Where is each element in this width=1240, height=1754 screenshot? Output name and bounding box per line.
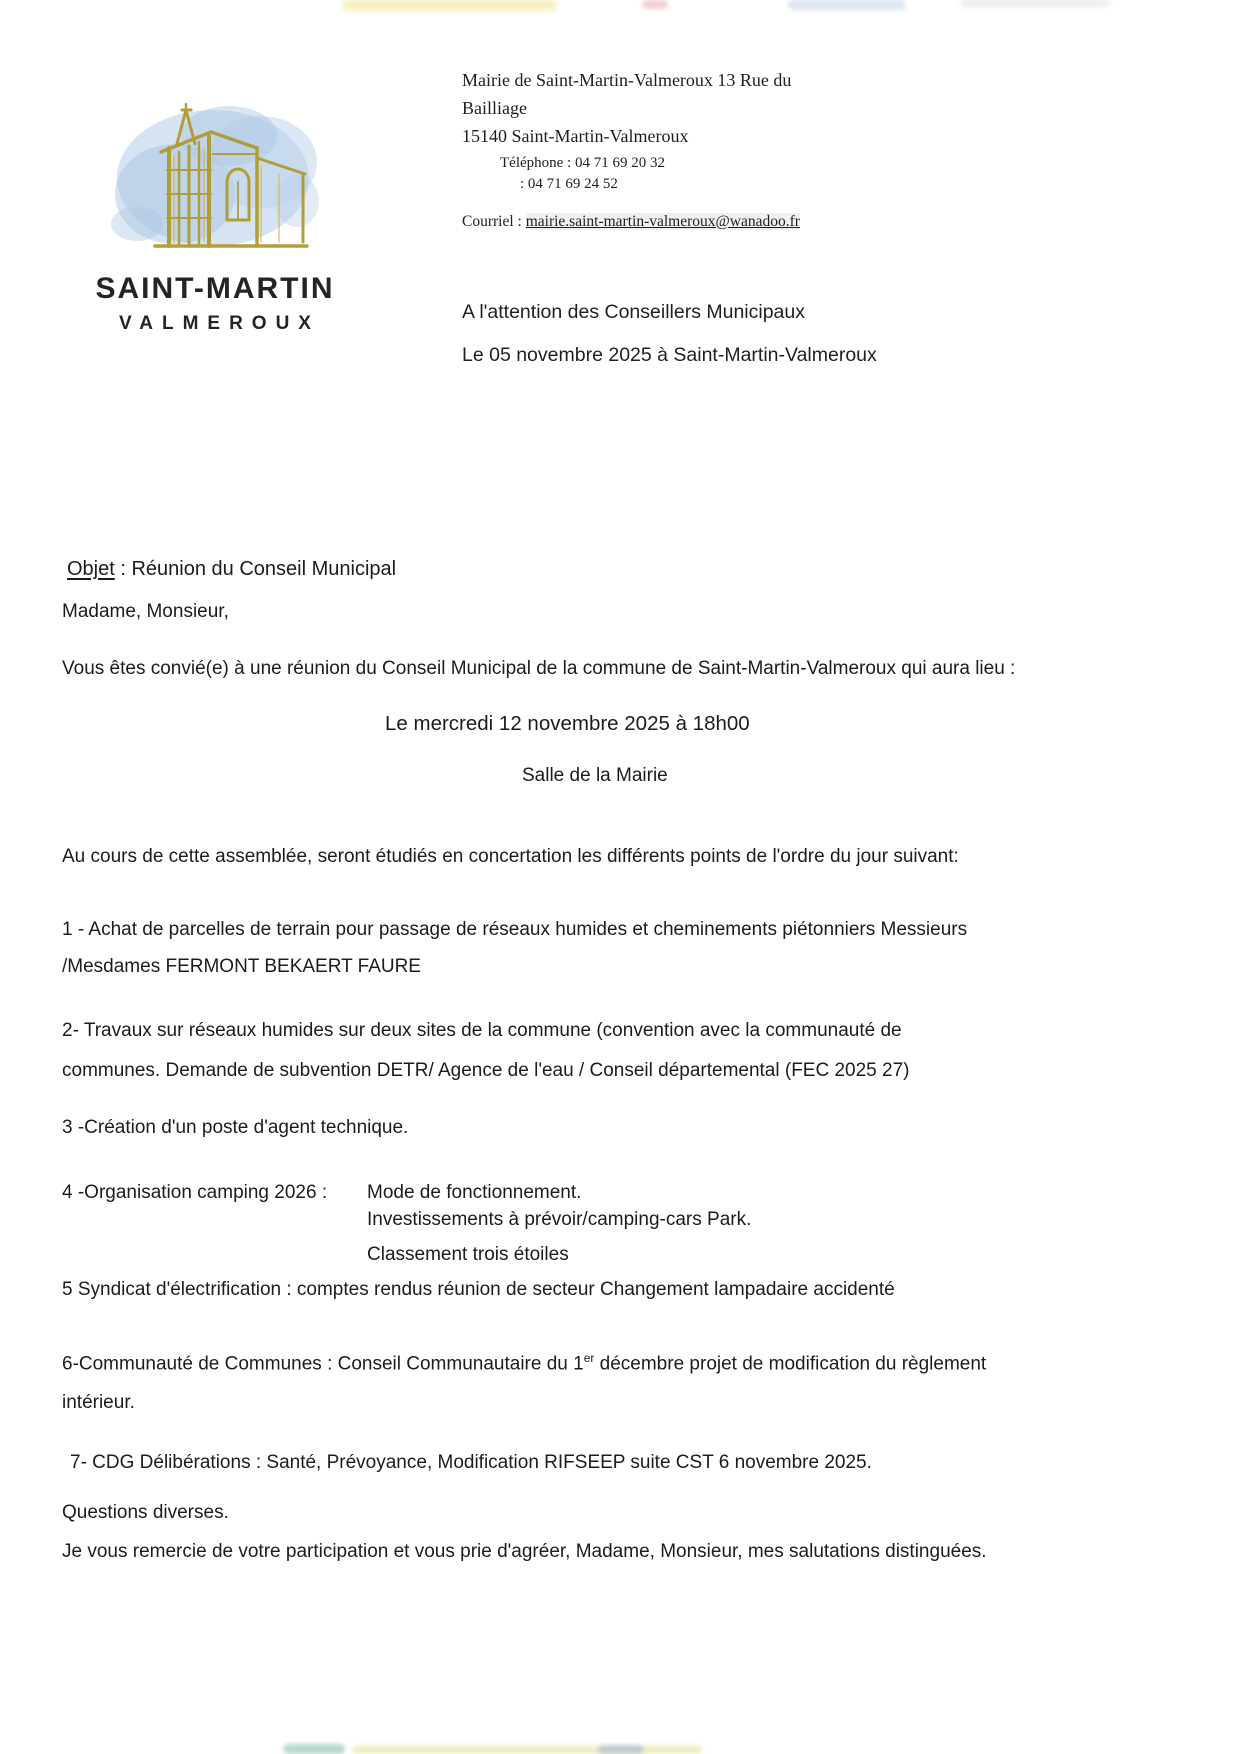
- agenda-item-6-text-end: décembre projet de modification du règlement intérieur.: [62, 1353, 987, 1414]
- agenda-item-2: 2- Travaux sur réseaux humides sur deux sites de la commune (convention avec la communauté de communes. Demande de subvention DETR/ Agence de l'eau / Conseil départemental (FEC 2025 27): [62, 1020, 910, 1081]
- agenda-item-1: 1 - Achat de parcelles de terrain pour passage de réseaux humides et cheminements piétonniers Messieurs /Mesdames FERMONT BEKAERT FAURE: [62, 919, 968, 977]
- closing-line: Je vous remercie de votre participation et vous prie d'agréer, Madame, Monsieur, mes salutations distinguées.: [62, 1541, 987, 1562]
- agenda-item-3: 3 -Création d'un poste d'agent technique.: [62, 1117, 409, 1138]
- scan-artifact-top-yellow: [342, 0, 557, 11]
- meeting-datetime: Le mercredi 12 novembre 2025 à 18h00: [385, 712, 750, 735]
- questions-line: Questions diverses.: [62, 1502, 229, 1523]
- agenda-item-6-text: 6-Communauté de Communes : Conseil Communautaire du 1: [62, 1353, 584, 1375]
- agenda-item-6: [62, 1339, 1000, 1422]
- scan-artifact-bottom-yellow: [352, 1746, 702, 1754]
- sender-address-block: [462, 66, 882, 236]
- address-city: 15140 Saint-Martin-Valmeroux: [462, 126, 689, 146]
- subject-value: : Réunion du Conseil Municipal: [114, 558, 397, 580]
- salutation: Madame, Monsieur,: [62, 601, 229, 622]
- logo-commune-name: SAINT-MARTIN: [95, 272, 335, 305]
- email-line: [462, 208, 882, 236]
- date-place-line: Le 05 novembre 2025 à Saint-Martin-Valmeroux: [462, 344, 877, 366]
- scan-artifact-top-grey: [960, 0, 1110, 7]
- address-street: Mairie de Saint-Martin-Valmeroux 13 Rue du Bailliage: [462, 70, 792, 118]
- agenda-item-4-label: 4 -Organisation camping 2026 :: [62, 1182, 328, 1203]
- scan-artifact-top-blue: [788, 0, 906, 10]
- agenda-item-4-sub-2: Investissements à prévoir/camping-cars Park.: [367, 1209, 752, 1230]
- agenda-item-4-sub-1: Mode de fonctionnement.: [367, 1182, 582, 1203]
- agenda-intro: Au cours de cette assemblée, seront étudiés en concertation les différents points de l'ordre du jour suivant:: [62, 846, 959, 867]
- intro-paragraph: Vous êtes convié(e) à une réunion du Conseil Municipal de la commune de Saint-Martin-Valmeroux qui aura lieu :: [62, 658, 1016, 679]
- agenda-item-4-sub-3: Classement trois étoiles: [367, 1244, 569, 1265]
- church-watercolor-icon: [109, 96, 321, 258]
- agenda-item-5: 5 Syndicat d'électrification : comptes rendus réunion de secteur Changement lampadaire accidenté: [62, 1279, 895, 1300]
- scan-artifact-bottom-blue: [598, 1745, 644, 1754]
- agenda-item-4: [62, 1174, 1000, 1211]
- meeting-place: Salle de la Mairie: [522, 765, 668, 786]
- recipient-line: A l'attention des Conseillers Municipaux: [462, 301, 805, 323]
- agenda-item-7: 7- CDG Délibérations : Santé, Prévoyance, Modification RIFSEEP suite CST 6 novembre 2025.: [70, 1452, 872, 1473]
- scan-artifact-bottom-teal: [283, 1744, 345, 1754]
- agenda-item-6-superscript: er: [583, 1351, 595, 1365]
- logo-commune-subname: VALMEROUX: [119, 313, 320, 334]
- commune-logo: [95, 96, 335, 335]
- phone-line-1: Téléphone : 04 71 69 20 32: [500, 155, 665, 171]
- subject-line: [67, 558, 396, 581]
- email-link[interactable]: mairie.saint-martin-valmeroux@wanadoo.fr: [525, 213, 800, 230]
- scan-artifact-top-pink: [642, 0, 668, 9]
- phone-line-2: : 04 71 69 24 52: [520, 176, 618, 192]
- email-label: Courriel :: [462, 213, 526, 230]
- subject-label: Objet: [67, 558, 115, 580]
